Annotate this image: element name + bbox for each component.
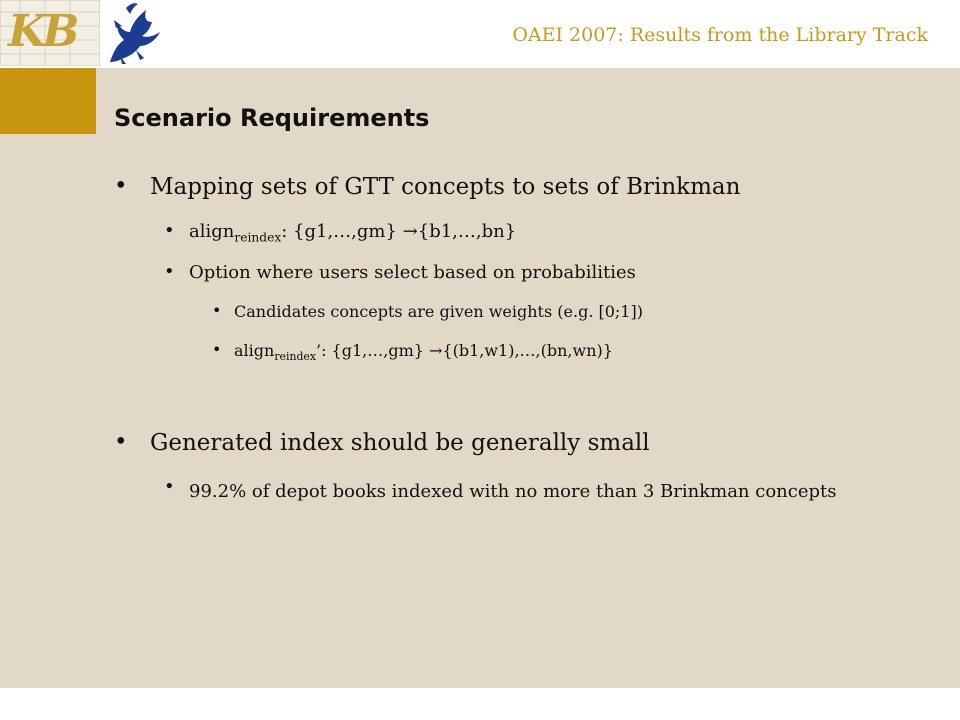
- bullet-align-reindex: [164, 220, 517, 245]
- bullet-candidates-weights: [212, 302, 643, 321]
- align-formula: ’: {g1,…,gm} →{(b1,w1),…,(bn,wn)}: [315, 341, 613, 360]
- bullet-glyph: •: [212, 340, 222, 359]
- bullet-generated-index: [114, 430, 650, 456]
- bullet-glyph: •: [164, 261, 175, 282]
- gold-accent-block: [0, 68, 96, 134]
- bullet-glyph: •: [114, 429, 128, 455]
- bullet-text: 99.2% of depot books indexed with no more than 3 Brinkman concepts: [189, 481, 837, 502]
- griffin-logo: [96, 0, 166, 66]
- bullet-text: Generated index should be generally small: [150, 430, 650, 456]
- align-formula: : {g1,…,gm} →{b1,…,bn}: [281, 221, 517, 242]
- bullet-text: Mapping sets of GTT concepts to sets of Brinkman: [150, 174, 741, 200]
- reindex-subscript: reindex: [234, 230, 282, 245]
- align-word: align: [189, 221, 235, 242]
- bullet-text: Option where users select based on probabilities: [189, 262, 636, 283]
- footer-strip: [0, 688, 960, 720]
- align-word: align: [234, 341, 275, 360]
- header-bar: [0, 0, 960, 68]
- bullet-align-reindex-prime: [212, 340, 613, 363]
- header-title: OAEI 2007: Results from the Library Track: [512, 24, 928, 46]
- slide-heading: Scenario Requirements: [114, 104, 430, 132]
- bullet-text: Candidates concepts are given weights (e.g. [0;1]): [234, 302, 643, 321]
- bullet-text: [189, 221, 517, 245]
- reindex-subscript: reindex: [274, 349, 316, 363]
- bullet-option-probabilities: [164, 262, 636, 283]
- bullet-glyph: •: [164, 476, 175, 497]
- bullet-glyph: •: [212, 301, 222, 320]
- slide-body: [0, 68, 960, 688]
- bullet-mapping-sets: [114, 174, 740, 200]
- bullet-glyph: •: [114, 173, 128, 199]
- bullet-glyph: •: [164, 220, 175, 241]
- bullet-depot-books: [164, 476, 929, 507]
- kb-logo-text: KB: [8, 6, 76, 57]
- bullet-text: [234, 341, 613, 363]
